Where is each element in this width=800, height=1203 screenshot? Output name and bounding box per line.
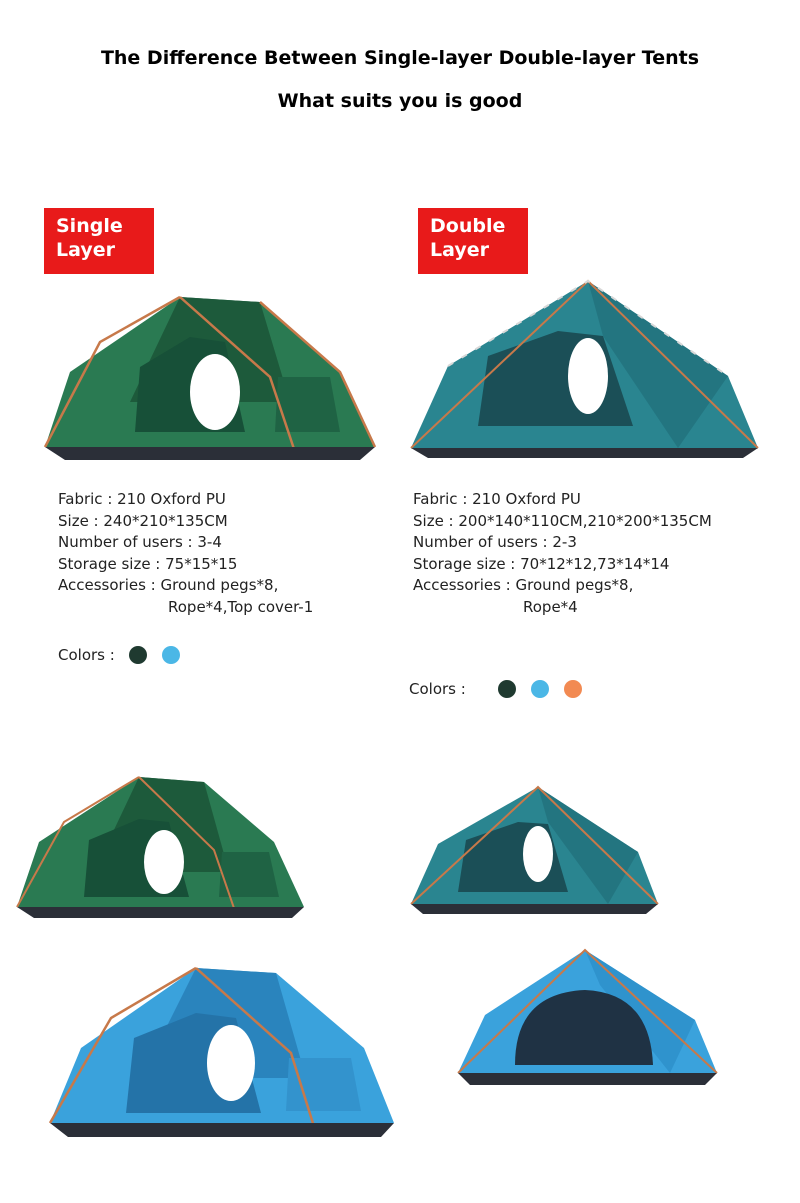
double-users: Number of users : 2-3 (413, 533, 577, 551)
single-layer-green-tent-image-2 (14, 772, 306, 920)
double-fabric: Fabric : 210 Oxford PU (413, 490, 581, 508)
single-users: Number of users : 3-4 (58, 533, 222, 551)
page-subtitle: What suits you is good (277, 90, 523, 112)
single-colors-label: Colors : (58, 646, 115, 664)
single-fabric: Fabric : 210 Oxford PU (58, 490, 226, 508)
color-swatch-dark-green[interactable] (498, 680, 516, 698)
single-layer-badge (44, 208, 154, 274)
single-badge-line2: Layer (56, 239, 115, 261)
single-accessories: Accessories : Ground pegs*8, (58, 576, 279, 594)
double-colors-row (409, 680, 582, 698)
double-accessories: Accessories : Ground pegs*8, (413, 576, 634, 594)
color-swatch-dark-green[interactable] (129, 646, 147, 664)
double-layer-badge (418, 208, 528, 274)
double-badge-line1: Double (430, 215, 506, 237)
double-accessories-cont: Rope*4 (523, 597, 578, 616)
single-colors-row (58, 646, 180, 664)
color-swatch-sky-blue[interactable] (531, 680, 549, 698)
color-swatch-orange[interactable] (564, 680, 582, 698)
double-size: Size : 200*140*110CM,210*200*135CM (413, 511, 712, 530)
double-layer-teal-tent-image-2 (408, 782, 662, 916)
double-layer-specs (413, 489, 712, 618)
single-badge-line1: Single (56, 215, 123, 237)
single-accessories-cont: Rope*4,Top cover-1 (168, 597, 314, 616)
single-layer-green-tent-image (40, 282, 380, 462)
double-colors-label: Colors : (409, 680, 466, 698)
color-swatch-sky-blue[interactable] (162, 646, 180, 664)
double-layer-blue-tent-image (455, 945, 719, 1087)
double-badge-line2: Layer (430, 239, 489, 261)
single-size: Size : 240*210*135CM (58, 511, 228, 530)
single-layer-specs (58, 489, 313, 618)
page-title: The Difference Between Single-layer Double-layer Tents (100, 47, 700, 69)
single-layer-blue-tent-image (46, 963, 396, 1139)
single-storage: Storage size : 75*15*15 (58, 554, 238, 573)
double-layer-teal-tent-image (408, 276, 760, 460)
double-storage: Storage size : 70*12*12,73*14*14 (413, 554, 670, 573)
